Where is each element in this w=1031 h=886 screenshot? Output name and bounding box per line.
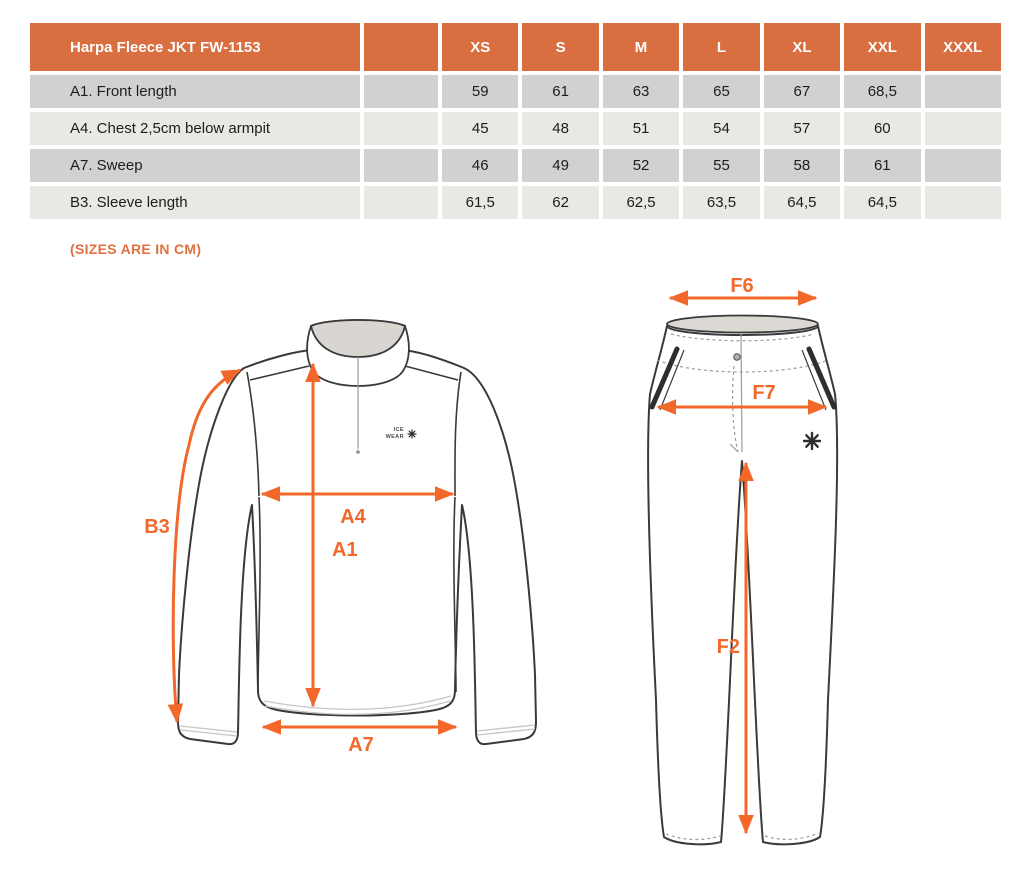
- row-label: B3. Sleeve length: [30, 186, 360, 219]
- cell-value: 54: [683, 112, 759, 145]
- size-header-l: L: [683, 23, 759, 71]
- logo-text-line2: WEAR: [385, 434, 404, 440]
- b3-label: B3: [144, 516, 170, 538]
- snowflake-logo-icon: [408, 430, 416, 438]
- a1-label: A1: [332, 539, 358, 561]
- cell-value: 63: [603, 75, 679, 108]
- f7-label: F7: [752, 382, 776, 404]
- table-title: Harpa Fleece JKT FW-1153: [30, 23, 360, 71]
- cell-value: 60: [844, 112, 920, 145]
- cell-value: 62,5: [603, 186, 679, 219]
- cell-value: 68,5: [844, 75, 920, 108]
- cell-value: 61,5: [442, 186, 518, 219]
- pants-button: [734, 354, 740, 360]
- size-header-xxxl: XXXL: [925, 23, 1001, 71]
- size-header-xxl: XXL: [844, 23, 920, 71]
- cell-value: 48: [522, 112, 598, 145]
- cell-value: 52: [603, 149, 679, 182]
- row-label: A7. Sweep: [30, 149, 360, 182]
- cell-value: 64,5: [844, 186, 920, 219]
- size-header-m: M: [603, 23, 679, 71]
- cell-value: 46: [442, 149, 518, 182]
- jacket-zipper-pull: [356, 450, 360, 454]
- cell-value: 58: [764, 149, 840, 182]
- size-header-s: S: [522, 23, 598, 71]
- a7-label: A7: [348, 734, 374, 756]
- cell-value: 63,5: [683, 186, 759, 219]
- cell-value: 59: [442, 75, 518, 108]
- cell-value: 65: [683, 75, 759, 108]
- sizes-unit-note: (SIZES ARE IN CM): [70, 241, 202, 257]
- jacket-drawing: [144, 320, 536, 756]
- size-header-xl: XL: [764, 23, 840, 71]
- pants-drawing: [648, 275, 837, 844]
- cell-value: 64,5: [764, 186, 840, 219]
- logo-text-line1: ICE: [393, 427, 404, 433]
- cell-value: 62: [522, 186, 598, 219]
- cell-value: 49: [522, 149, 598, 182]
- cell-value: 51: [603, 112, 679, 145]
- cell-value: 55: [683, 149, 759, 182]
- pants-waistband: [667, 316, 818, 333]
- snowflake-logo-icon: [804, 433, 820, 449]
- cell-value: 45: [442, 112, 518, 145]
- row-label: A1. Front length: [30, 75, 360, 108]
- cell-value: 61: [522, 75, 598, 108]
- cell-value: 57: [764, 112, 840, 145]
- row-label: A4. Chest 2,5cm below armpit: [30, 112, 360, 145]
- size-header-xs: XS: [442, 23, 518, 71]
- cell-value: 67: [764, 75, 840, 108]
- f6-label: F6: [730, 275, 754, 297]
- a4-label: A4: [340, 506, 366, 528]
- f2-label: F2: [716, 636, 740, 658]
- pants-outline: [648, 326, 837, 844]
- cell-value: 61: [844, 149, 920, 182]
